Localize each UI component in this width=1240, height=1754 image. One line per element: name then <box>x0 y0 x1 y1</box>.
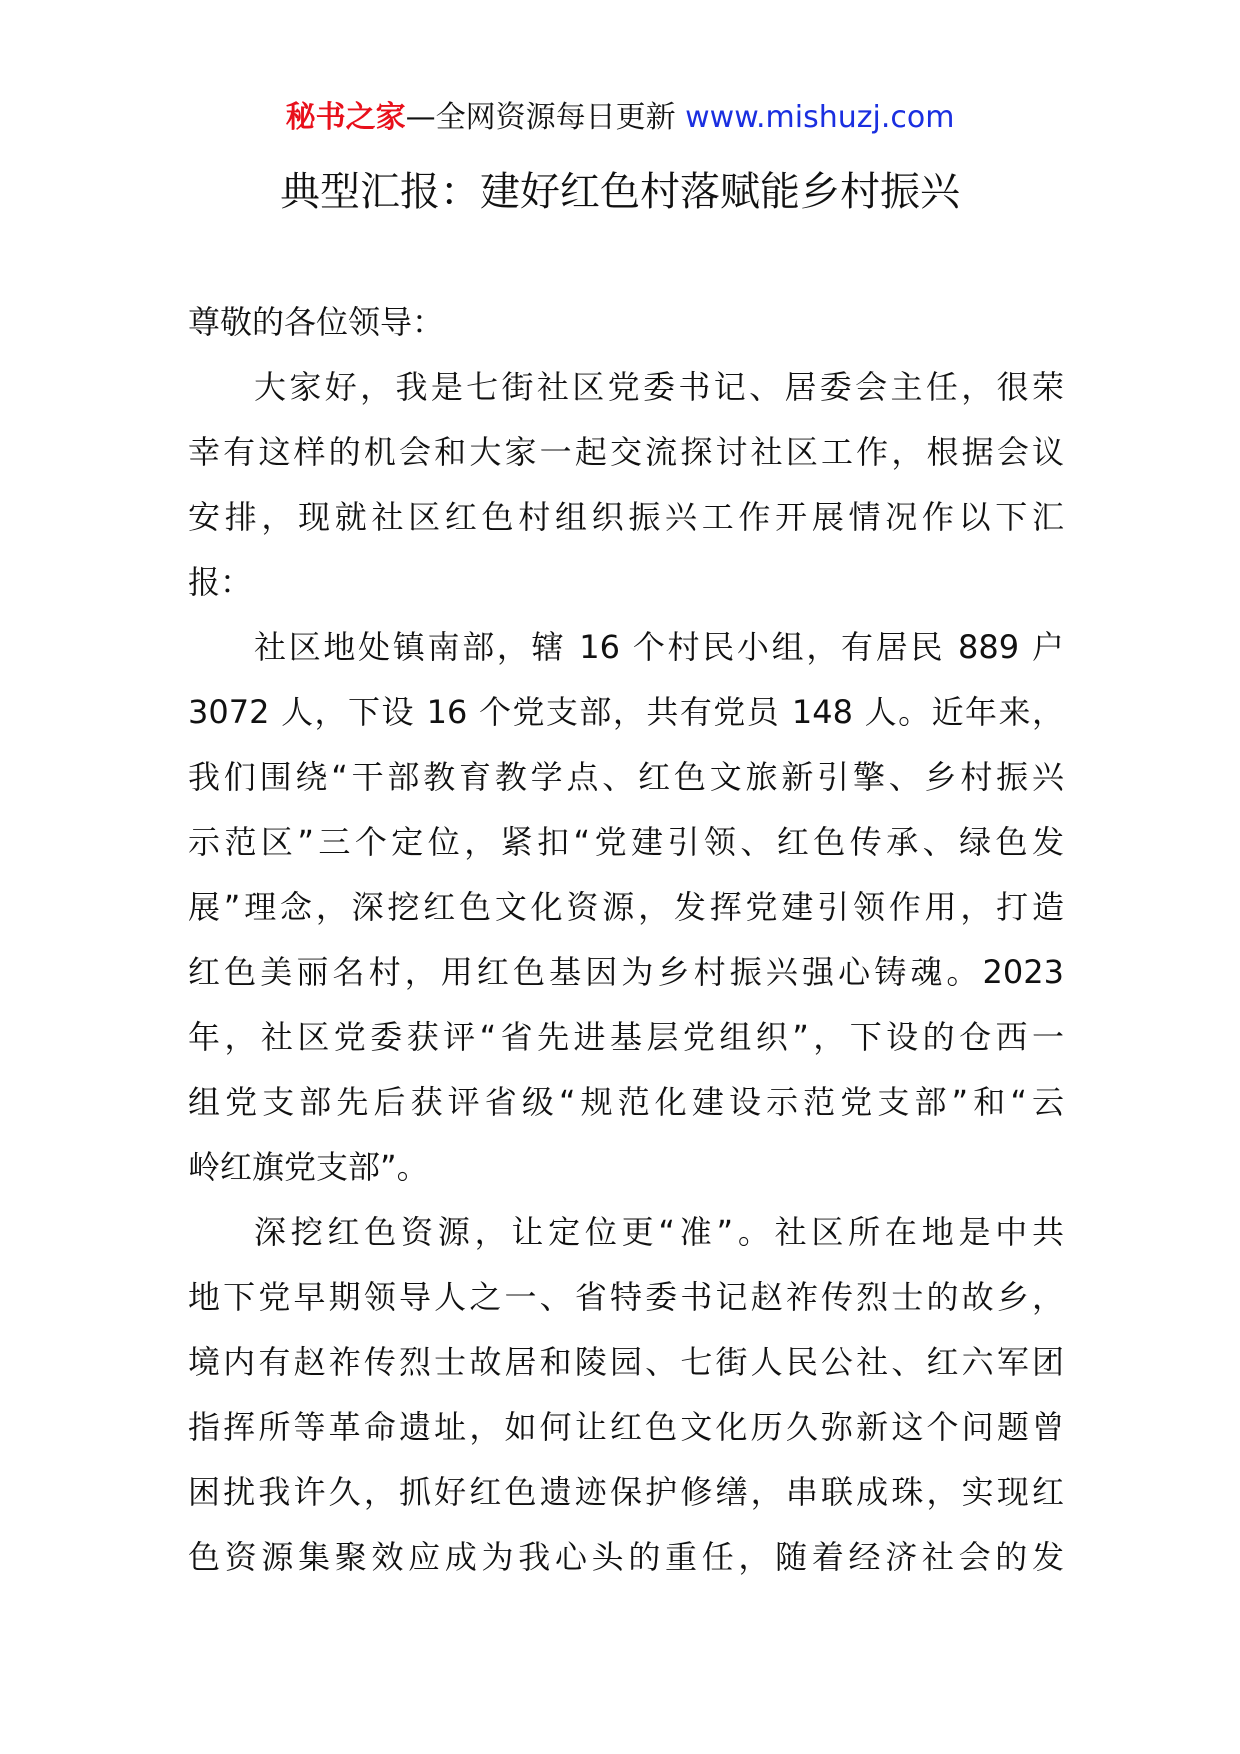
paragraph-line: 困扰我许久，抓好红色遗迹保护修缮，串联成珠，实现红 <box>188 1473 1064 1511</box>
paragraph-line: 地下党早期领导人之一、省特委书记赵祚传烈士的故乡， <box>188 1278 1064 1316</box>
paragraph-line: 安排，现就社区红色村组织振兴工作开展情况作以下汇 <box>188 498 1064 536</box>
paragraph-line: 展”理念，深挖红色文化资源，发挥党建引领作用，打造 <box>188 888 1064 926</box>
paragraph-line: 色资源集聚效应成为我心头的重任，随着经济社会的发 <box>188 1538 1064 1576</box>
paragraph-line: 社区地处镇南部，辖 16 个村民小组，有居民 889 户 <box>254 628 1064 666</box>
paragraph-line: 组党支部先后获评省级“规范化建设示范党支部”和“云 <box>188 1083 1064 1121</box>
paragraph-line: 报： <box>188 563 253 601</box>
paragraph-line: 3072 人，下设 16 个党支部，共有党员 148 人。近年来， <box>188 693 1064 731</box>
salutation: 尊敬的各位领导： <box>188 303 445 341</box>
paragraph-line: 大家好，我是七街社区党委书记、居委会主任，很荣 <box>254 368 1064 406</box>
paragraph-line: 岭红旗党支部”。 <box>188 1148 429 1186</box>
paragraph-line: 示范区”三个定位，紧扣“党建引领、红色传承、绿色发 <box>188 823 1064 861</box>
paragraph-line: 深挖红色资源，让定位更“准”。社区所在地是中共 <box>254 1213 1064 1251</box>
site-url-link[interactable]: www.mishuzj.com <box>685 100 955 135</box>
site-header <box>0 98 1240 138</box>
paragraph-line: 指挥所等革命遗址，如何让红色文化历久弥新这个问题曾 <box>188 1408 1064 1446</box>
document-body <box>188 290 1064 1590</box>
paragraph-line: 境内有赵祚传烈士故居和陵园、七街人民公社、红六军团 <box>188 1343 1064 1381</box>
paragraph-line: 我们围绕“干部教育教学点、红色文旅新引擎、乡村振兴 <box>188 758 1064 796</box>
document-title: 典型汇报：建好红色村落赋能乡村振兴 <box>280 169 960 215</box>
paragraph-line: 红色美丽名村，用红色基因为乡村振兴强心铸魂。2023 <box>188 953 1064 991</box>
header-tagline: —全网资源每日更新 <box>405 100 676 135</box>
paragraph-line: 幸有这样的机会和大家一起交流探讨社区工作，根据会议 <box>188 433 1064 471</box>
brand-name: 秘书之家 <box>285 100 406 135</box>
paragraph-line: 年，社区党委获评“省先进基层党组织”，下设的仓西一 <box>188 1018 1064 1056</box>
